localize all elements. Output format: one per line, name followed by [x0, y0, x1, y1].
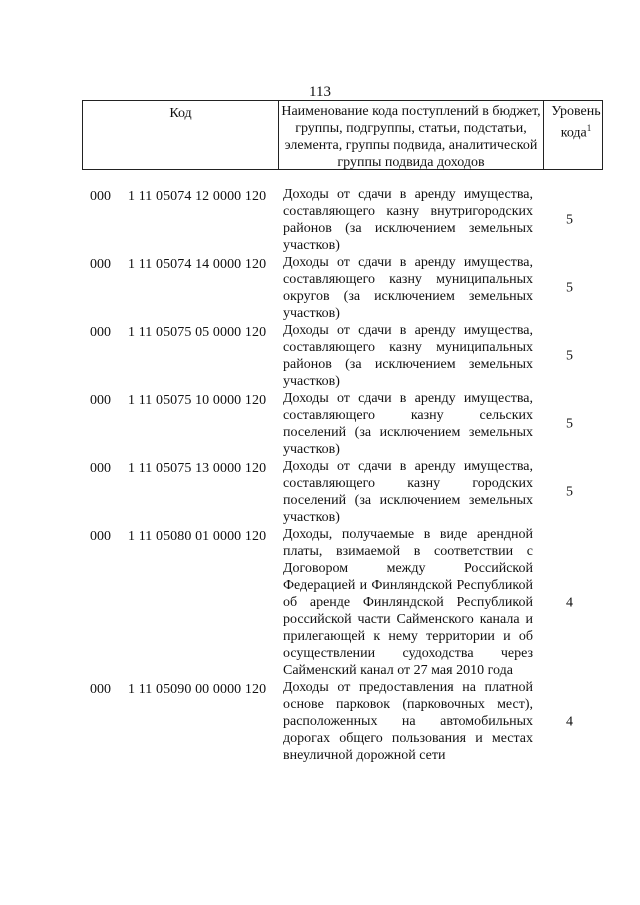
revenue-code: 1 11 05075 10 0000 120: [128, 393, 267, 408]
revenue-code: 1 11 05074 12 0000 120: [128, 189, 267, 204]
admin-code: 000: [90, 393, 111, 408]
table-row: [0, 186, 640, 254]
revenue-name: Доходы от предоставления на платной основе парковок (парковочных мест), расположенных на автомобильных дорогах общего пользования и местах внеуличной дорожной сети: [283, 680, 533, 763]
admin-code: 000: [90, 257, 111, 272]
table-body: [0, 186, 640, 764]
page-number: 113: [309, 84, 331, 100]
revenue-name: Доходы от сдачи в аренду имущества, составляющего казну сельских поселений (за исключением земельных участков): [283, 391, 533, 457]
table-row: [0, 390, 640, 458]
header-level-footnote: 1: [586, 123, 592, 133]
table-row: [0, 322, 640, 390]
revenue-code: 1 11 05090 00 0000 120: [128, 682, 267, 697]
admin-code: 000: [90, 325, 111, 340]
revenue-name: Доходы, получаемые в виде арендной платы, взимаемой в соответствии с Договором между Российской Федерацией и Финляндской Республикой об аренде Финляндской Республикой российской части Сайменского канала и прилегающей к нему территории и об осуществлении судоходства через Сайменский канал от 27 мая 2010 года: [283, 527, 533, 678]
header-code: Код: [83, 101, 279, 169]
revenue-name: Доходы от сдачи в аренду имущества, составляющего казну внутригородских районов (за исключением земельных участков): [283, 187, 533, 253]
table-row: [0, 679, 640, 764]
revenue-name: Доходы от сдачи в аренду имущества, составляющего казну муниципальных районов (за исключением земельных участков): [283, 323, 533, 389]
table-row: [0, 526, 640, 679]
code-level: 4: [566, 595, 573, 610]
revenue-name: Доходы от сдачи в аренду имущества, составляющего казну городских поселений (за исключением земельных участков): [283, 459, 533, 525]
admin-code: 000: [90, 189, 111, 204]
revenue-code: 1 11 05075 13 0000 120: [128, 461, 267, 476]
admin-code: 000: [90, 461, 111, 476]
header-level-label: Уровень кода: [551, 104, 601, 141]
revenue-code: 1 11 05075 05 0000 120: [128, 325, 267, 340]
table-row: [0, 254, 640, 322]
code-level: 5: [566, 280, 573, 296]
header-level: [544, 101, 602, 169]
code-level: 5: [566, 416, 573, 432]
admin-code: 000: [90, 529, 111, 544]
table-row: [0, 458, 640, 526]
revenue-code: 1 11 05074 14 0000 120: [128, 257, 267, 272]
code-level: 5: [566, 212, 573, 228]
table-header: [82, 100, 603, 170]
code-level: 5: [566, 348, 573, 364]
revenue-name: Доходы от сдачи в аренду имущества, составляющего казну муниципальных округов (за исключением земельных участков): [283, 255, 533, 321]
revenue-code: 1 11 05080 01 0000 120: [128, 529, 267, 544]
header-name: Наименование кода поступлений в бюджет, группы, подгруппы, статьи, подстатьи, элемента, группы подвида, аналитической группы подвида доходов: [279, 101, 544, 169]
code-level: 4: [566, 714, 573, 729]
admin-code: 000: [90, 682, 111, 697]
code-level: 5: [566, 484, 573, 500]
